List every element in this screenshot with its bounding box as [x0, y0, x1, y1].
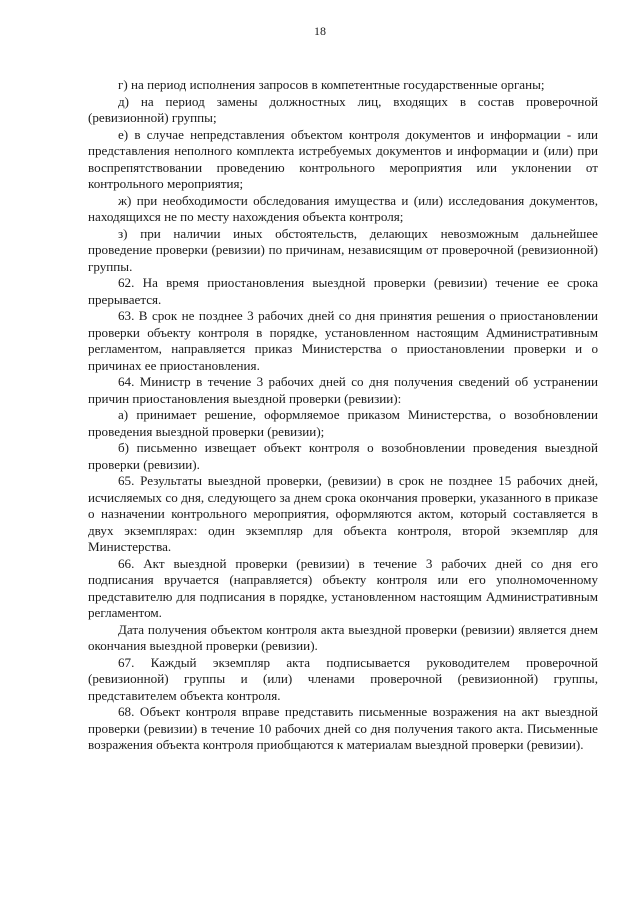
item-d-paragraph: д) на период замены должностных лиц, входящих в состав проверочной (ревизионной) группы; — [88, 93, 598, 125]
document-body — [88, 77, 598, 754]
item-e-paragraph: е) в случае непредставления объектом контроля документов и информации - или представления неполного комплекта истребуемых документов и информации и (или) при воспрепятствовании проведению контрольного мероприятия или уклонении от контрольного мероприятия; — [88, 126, 598, 191]
item-z-paragraph: з) при наличии иных обстоятельств, делающих невозможным дальнейшее проведение проверки (ревизии) по причинам, независящим от проверочной (ревизионной) группы. — [88, 225, 598, 274]
clause-64-paragraph: 64. Министр в течение 3 рабочих дней со дня получения сведений об устранении причин приостановления выездной проверки (ревизии): — [88, 374, 598, 406]
item-a-paragraph: а) принимает решение, оформляемое приказом Министерства, о возобновлении проведения выездной проверки (ревизии); — [88, 407, 598, 439]
clause-67-paragraph: 67. Каждый экземпляр акта подписывается руководителем проверочной (ревизионной) группы и (или) членами проверочной (ревизионной) группы, представителем объекта контроля. — [88, 654, 598, 703]
clause-65-paragraph: 65. Результаты выездной проверки, (ревизии) в срок не позднее 15 рабочих дней, исчисляемых со дня, следующего за днем срока окончания проверки, указанного в приказе о назначении контрольного мероприятия, оформляются актом, который составляется в двух экземплярах: один экземпляр для объекта контроля, второй экземпляр для Министерства. — [88, 473, 598, 554]
clause-63-paragraph: 63. В срок не позднее 3 рабочих дней со дня принятия решения о приостановлении проверки объекту контроля в порядке, установленном настоящим Административным регламентом, направляется приказ Министерства о приостановлении проверки и о причинах ее приостановления. — [88, 308, 598, 373]
item-zh-paragraph: ж) при необходимости обследования имущества и (или) исследования документов, находящихся не по месту нахождения объекта контроля; — [88, 192, 598, 224]
clause-62-paragraph: 62. На время приостановления выездной проверки (ревизии) течение ее срока прерывается. — [88, 275, 598, 307]
clause-66-paragraph: 66. Акт выездной проверки (ревизии) в течение 3 рабочих дней со дня его подписания вручается (направляется) объекту контроля или его уполномоченному представителю для подписания в порядке, установленном настоящим Административным регламентом. — [88, 555, 598, 620]
clause-68-paragraph: 68. Объект контроля вправе представить письменные возражения на акт выездной проверки (ревизии) в течение 10 рабочих дней со дня получения такого акта. Письменные возражения объекта контроля приобщаются к материалам выездной проверки (ревизии). — [88, 704, 598, 752]
page-number: 18 — [314, 24, 326, 38]
receipt-date-paragraph: Дата получения объектом контроля акта выездной проверки (ревизии) является днем окончания выездной проверки (ревизии). — [88, 621, 598, 653]
item-g-paragraph: г) на период исполнения запросов в компетентные государственные органы; — [118, 77, 545, 92]
item-b-paragraph: б) письменно извещает объект контроля о возобновлении проведения выездной проверки (ревизии). — [88, 440, 598, 472]
